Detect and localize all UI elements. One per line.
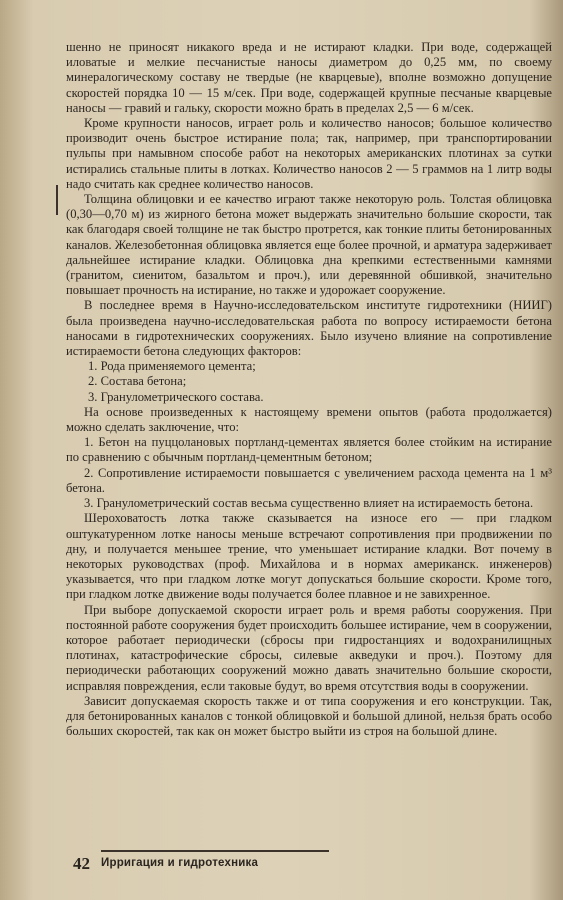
paragraph: При выборе допускаемой скорости играет роль и время работы сооружения. При постоянной работе сооружения будет происходить большее истирание, чем в сооружении, которое работает периодически (сбросы при гидростанциях и водохранилищных плотинах, катастрофические сбросы, силевые акведуки и проч.). Поэтому для периодически работающих сооружений можно давать значительно большие скорости, исправляя повреждения, если таковые будут, во время отсутствия воды в сооружении. xyxy=(66,602,552,693)
page-footer xyxy=(73,848,373,874)
conclusion-intro: На основе произведенных к настоящему времени опытов (работа продолжается) можно сделать заключение, что: xyxy=(66,404,552,435)
paragraph: В последнее время в Научно-исследовательском институте гидротехники (НИИГ) была произведена научно-исследовательская работа по вопросу истираемости бетона наносами в гидротехнических сооружениях. Было изучено влияние на сопротивление истираемости бетона следующих факторов: xyxy=(66,298,552,359)
footer-rule xyxy=(101,850,329,852)
factor-item: 2. Состава бетона; xyxy=(88,374,187,389)
factor-item: 3. Гранулометрического состава. xyxy=(88,389,264,404)
conclusion-item: 2. Сопротивление истираемости повышается с увеличением расхода цемента на 1 м³ бетона. xyxy=(66,465,552,495)
page-number: 42 xyxy=(73,854,90,873)
paragraph: Толщина облицовки и ее качество играют также некоторую роль. Толстая облицовка (0,30—0,70 м) из жирного бетона может выдержать значительно большие скорости, так как благодаря своей толщине не так быстро протрется, как тонкие плиты бетонированных каналов. Железобетонная облицовка является еще более прочной, и арматура задерживает дальнейшее истирание кладки. Облицовка дна крепкими естественными камнями (гранитом, сиенитом, базальтом и проч.), или деревянной обшивкой, значительно повышает прочность на истирание, но также и удорожает сооружение. xyxy=(66,192,552,298)
paragraph: Зависит допускаемая скорость также и от типа сооружения и его конструкции. Так, для бетонированных каналов с тонкой облицовкой и большой длиной, нельзя брать особо больших скоростей, так как он может быстро выйти из строя на большой длине. xyxy=(66,693,552,739)
journal-title: Ирригация и гидротехника xyxy=(101,857,259,869)
factor-item: 1. Рода применяемого цемента; xyxy=(88,359,256,374)
article-body xyxy=(66,40,552,739)
margin-mark xyxy=(56,185,58,215)
conclusion-item: 3. Гранулометрический состав весьма существенно влияет на истираемость бетона. xyxy=(84,496,534,511)
paragraph: Кроме крупности наносов, играет роль и количество наносов; большое количество производит очень быстрое истирание пола; так, например, при транспортировании пульпы при намывном способе работ на некоторых американских плотинах за сутки истирались стальные плиты в лотках. Количество наносов 2 — 5 граммов на 1 литр воды надо считать как среднее количество наносов. xyxy=(66,116,552,191)
paragraph: Шероховатость лотка также сказывается на износе его — при гладком оштукатуренном лотке наносы меньше встречают сопротивления при продвижении по дну, и получается меньшее трение, что уменьшает истирание кладки. Вот почему в некоторых руководствах (проф. Михайлова и в нормах американск. инженеров) указывается, что при гладком лотке могут допускаться большие скорости. Кроме того, при гладком лотке движение воды получается более плавное и не завихренное. xyxy=(66,511,552,602)
paragraph: шенно не приносят никакого вреда и не истирают кладки. При воде, содержащей иловатые и мелкие песчанистые наносы диаметром до 0,25 мм, по своему минералогическому составу не твердые (не кварцевые), вполне возможно допущение скоростей порядка 10 — 15 м/сек. При воде, содержащей крупные песчаные кварцевые наносы — гравий и гальку, скорости можно брать в пределах 2,5 — 6 м/сек. xyxy=(66,40,552,115)
conclusion-item: 1. Бетон на пуццолановых портланд-цементах является более стойким на истирание по сравнению с обычным портланд-цементным бетоном; xyxy=(66,435,552,465)
